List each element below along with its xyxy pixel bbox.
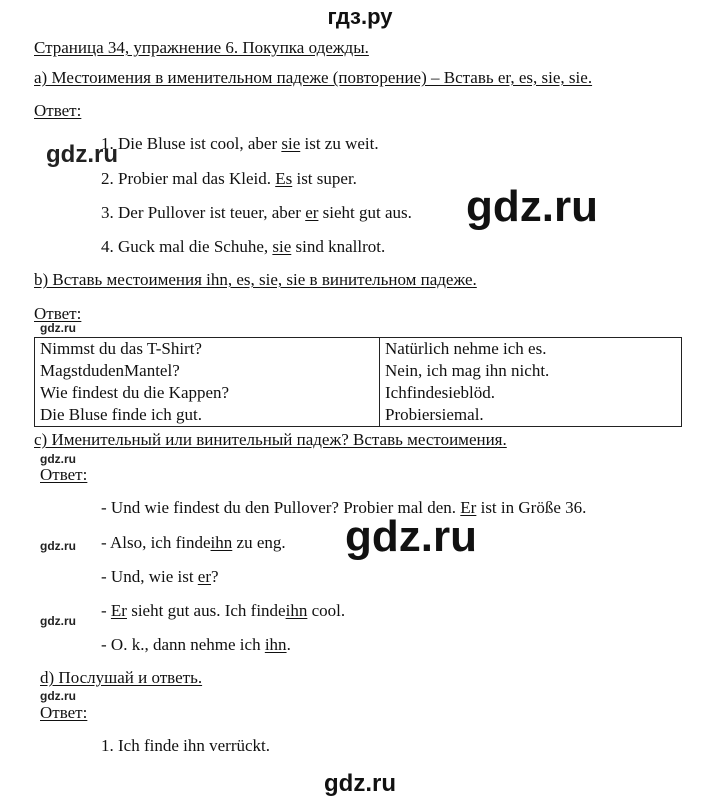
table-row xyxy=(35,382,682,404)
section-c-task: c) Именительный или винительный падеж? Вставь местоимения. xyxy=(34,430,507,449)
watermark-gdz-bottom: gdz.ru xyxy=(324,770,396,797)
watermark-gdz: gdz.ru xyxy=(40,614,76,628)
table-cell: Ichfindesieblöd. xyxy=(380,382,682,404)
watermark-gdz: gdz.ru xyxy=(40,689,76,703)
section-a-answer-label: Ответ: xyxy=(34,101,82,120)
section-d-answer-label: Ответ: xyxy=(40,703,88,722)
watermark-gdz: gdz.ru xyxy=(46,141,118,168)
list-item: 3. Der Pullover ist teuer, aber er sieht gut aus. xyxy=(101,203,412,222)
watermark-gdz: gdz.ru xyxy=(40,452,76,466)
table-row xyxy=(35,360,682,382)
watermark-gdz-large: gdz.ru xyxy=(345,512,477,561)
section-c-answer-label: Ответ: xyxy=(40,465,88,484)
dialogue-line: - Er sieht gut aus. Ich findeihn cool. xyxy=(101,601,346,620)
dialogue-line: - Also, ich findeihn zu eng. xyxy=(101,533,286,552)
table-cell: MagstdudenMantel? xyxy=(35,360,380,382)
section-a-task: а) Местоимения в именительном падеже (повторение) – Вставь er, es, sie, sie. xyxy=(34,68,593,87)
list-item: 2. Probier mal das Kleid. Es ist super. xyxy=(101,169,357,188)
table-cell: Wie findest du die Kappen? xyxy=(35,382,380,404)
list-item: 4. Guck mal die Schuhe, sie sind knallrot. xyxy=(101,237,386,256)
table-row xyxy=(35,338,682,361)
table-cell: Die Bluse finde ich gut. xyxy=(35,404,380,427)
table-cell: Natürlich nehme ich es. xyxy=(380,338,682,361)
site-title: гдз.ру xyxy=(327,4,393,29)
watermark-gdz-large: gdz.ru xyxy=(466,182,598,231)
answer-table xyxy=(34,337,682,427)
list-item: 1. Ich finde ihn verrückt. xyxy=(101,736,270,755)
dialogue-line: - Und, wie ist er? xyxy=(101,567,219,586)
table-cell: Nimmst du das T-Shirt? xyxy=(35,338,380,361)
table-cell: Nein, ich mag ihn nicht. xyxy=(380,360,682,382)
watermark-gdz: gdz.ru xyxy=(40,539,76,553)
watermark-gdz: gdz.ru xyxy=(40,321,76,335)
section-b-answer-label: Ответ: xyxy=(34,304,82,323)
page-header: Страница 34, упражнение 6. Покупка одежды. xyxy=(34,38,369,57)
table-cell: Probiersiemal. xyxy=(380,404,682,427)
section-d-task: d) Послушай и ответь. xyxy=(40,668,203,687)
list-item: 1. Die Bluse ist cool, aber sie ist zu weit. xyxy=(101,134,379,153)
dialogue-line: - Und wie findest du den Pullover? Probier mal den. Er ist in Größe 36. xyxy=(101,498,587,517)
table-row xyxy=(35,404,682,427)
section-b-task: b) Вставь местоимения ihn, es, sie, sie в винительном падеже. xyxy=(34,270,477,289)
dialogue-line: - O. k., dann nehme ich ihn. xyxy=(101,635,291,654)
